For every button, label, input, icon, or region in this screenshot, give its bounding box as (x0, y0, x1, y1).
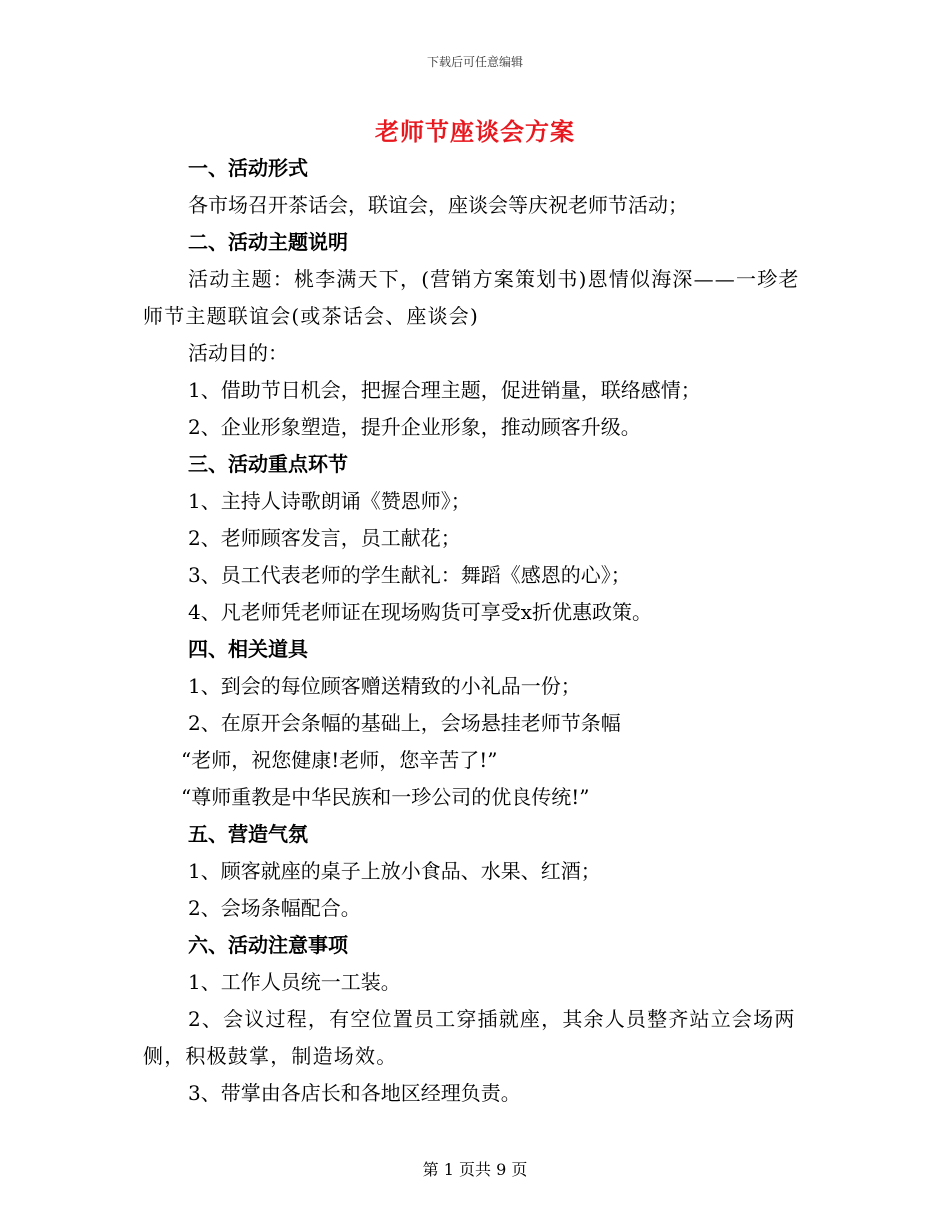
list-item: 1、主持人诗歌朗诵《赞恩师》； (188, 489, 471, 513)
section-heading-props: 四、相关道具 (188, 637, 308, 661)
list-item: 3、员工代表老师的学生献礼：舞蹈《感恩的心》； (188, 563, 631, 587)
list-item: 3、带掌由各店长和各地区经理负责。 (188, 1081, 521, 1105)
header-note: 下载后可任意编辑 (426, 55, 523, 69)
list-item: 1、借助节日机会，把握合理主题，促进销量，联络感情； (188, 378, 701, 402)
paragraph: 各市场召开茶话会，联谊会，座谈会等庆祝老师节活动； (188, 193, 688, 217)
banner-quote: “尊师重教是中华民族和一珍公司的优良传统!” (181, 785, 590, 809)
section-heading-theme: 二、活动主题说明 (188, 230, 348, 254)
document-body (143, 150, 808, 1112)
paragraph-purpose-label: 活动目的： (188, 341, 288, 365)
document-title: 老师节座谈会方案 (375, 117, 575, 146)
list-item: 2、企业形象塑造，提升企业形象，推动顾客升级。 (188, 415, 641, 439)
paragraph-theme: 活动主题：桃李满天下，(营销方案策划书)恩情似海深——一珍老师节主题联谊会(或茶话会、座谈会) (143, 267, 800, 328)
section-heading-notes: 六、活动注意事项 (188, 933, 348, 957)
list-item: 4、凡老师凭老师证在现场购货可享受x折优惠政策。 (188, 600, 653, 624)
list-item-wrapped: 2、会议过程，有空位置员工穿插就座，其余人员整齐站立会场两侧，积极鼓掌，制造场效。 (143, 1007, 796, 1068)
list-item: 1、工作人员统一工装。 (188, 970, 401, 994)
list-item: 1、顾客就座的桌子上放小食品、水果、红酒； (188, 859, 601, 883)
list-item: 2、老师顾客发言，员工献花； (188, 526, 461, 550)
list-item: 2、会场条幅配合。 (188, 896, 361, 920)
list-item: 1、到会的每位顾客赠送精致的小礼品一份； (188, 674, 581, 698)
section-heading-activity-format: 一、活动形式 (188, 156, 308, 180)
section-heading-atmosphere: 五、营造气氛 (188, 822, 308, 846)
banner-quote: “老师，祝您健康!老师，您辛苦了!” (181, 748, 498, 772)
section-heading-key-segments: 三、活动重点环节 (188, 452, 348, 476)
page-footer: 第 1 页共 9 页 (422, 1160, 528, 1179)
list-item: 2、在原开会条幅的基础上，会场悬挂老师节条幅 (188, 711, 621, 735)
